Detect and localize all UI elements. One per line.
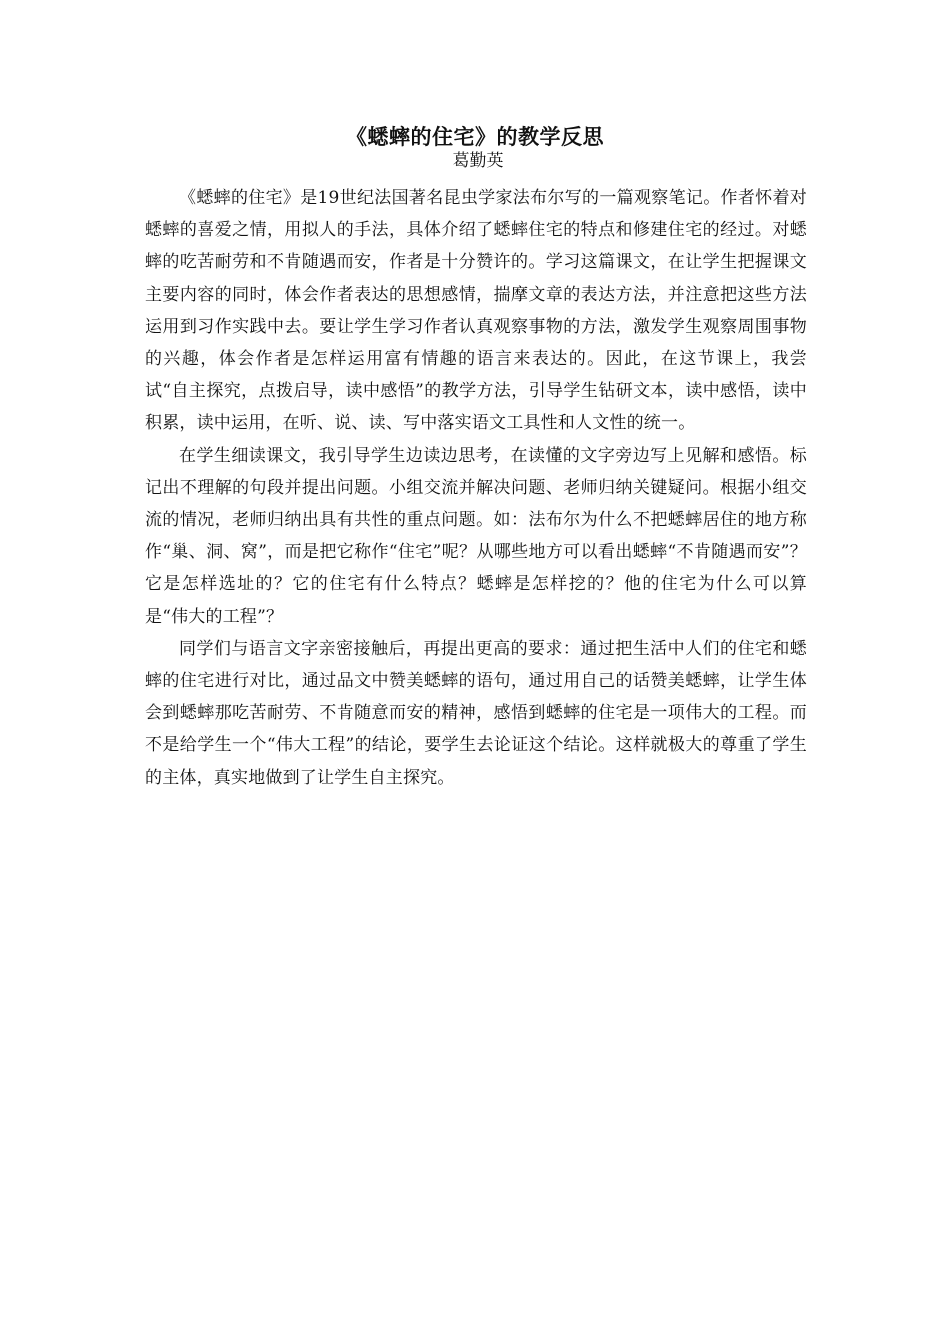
body-paragraph-3: 同学们与语言文字亲密接触后，再提出更高的要求：通过把生活中人们的住宅和蟋蟀的住宅进行对比，通过品文中赞美蟋蟀的语句，通过用自己的话赞美蟋蟀，让学生体会到蟋蟀那吃苦耐劳、不肯随意而安的精神，感悟到蟋蟀的住宅是一项伟大的工程。而不是给学生一个“伟大工程”的结论，要学生去论证这个结论。这样就极大的尊重了学生的主体，真实地做到了让学生自主探究。 [145, 638, 807, 788]
body-paragraph-1: 《蟋蟀的住宅》是19世纪法国著名昆虫学家法布尔写的一篇观察笔记。作者怀着对蟋蟀的喜爱之情，用拟人的手法，具体介绍了蟋蟀住宅的特点和修建住宅的经过。对蟋蟀的吃苦耐劳和不肯随遇而安，作者是十分赞许的。学习这篇课文，在让学生把握课文主要内容的同时，体会作者表达的思想感情，揣摩文章的表达方法，并注意把这些方法运用到习作实践中去。要让学生学习作者认真观察事物的方法，激发学生观察周围事物的兴趣，体会作者是怎样运用富有情趣的语言来表达的。因此，在这节课上，我尝试“自主探究，点拨启导，读中感悟”的教学方法，引导学生钻研文本，读中感悟，读中积累，读中运用，在听、说、读、写中落实语文工具性和人文性的统一。 [145, 188, 807, 434]
document-author: 葛勤英 [452, 151, 504, 171]
document-body [145, 182, 807, 794]
document-title: 《蟋蟀的住宅》的教学反思 [346, 124, 604, 149]
body-paragraph-2: 在学生细读课文，我引导学生边读边思考，在读懂的文字旁边写上见解和感悟。标记出不理解的句段并提出问题。小组交流并解决问题、老师归纳关键疑问。根据小组交流的情况，老师归纳出具有共性的重点问题。如：法布尔为什么不把蟋蟀居住的地方称作“巢、洞、窝”，而是把它称作“住宅”呢？从哪些地方可以看出蟋蟀“不肯随遇而安”？它是怎样选址的？它的住宅有什么特点？蟋蟀是怎样挖的？他的住宅为什么可以算是“伟大的工程”？ [145, 445, 807, 627]
